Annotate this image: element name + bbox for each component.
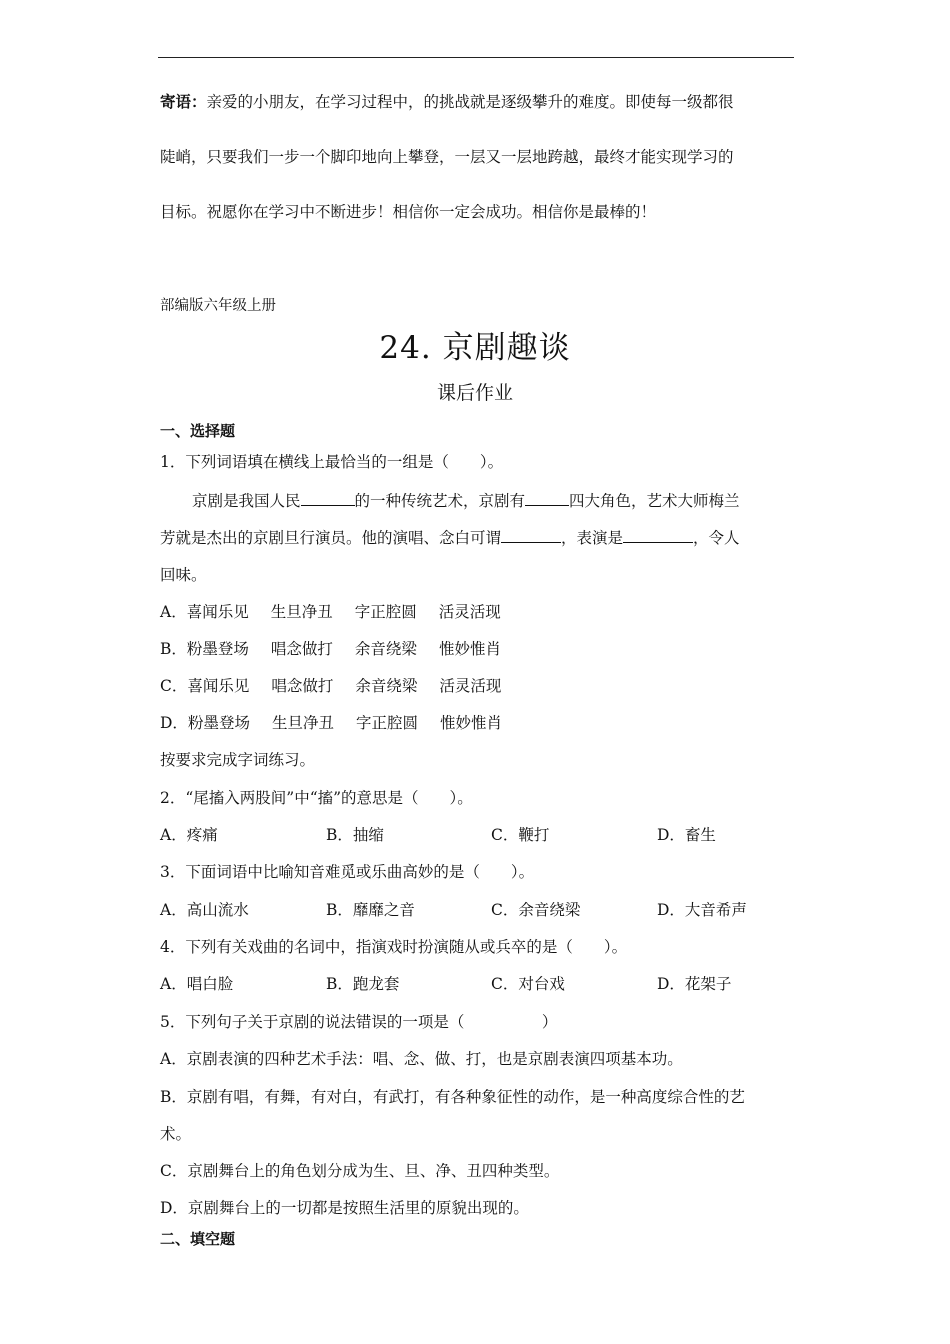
- q4-option-c[interactable]: C．对台戏: [491, 975, 565, 993]
- intro-line-3: 目标。祝愿你在学习中不断进步！相信你一定会成功。相信你是最棒的！: [160, 203, 657, 221]
- q2-stem: 2．“尾搐入两股间”中“搐”的意思是（ ）。: [160, 789, 473, 807]
- page-title: 24. 京剧趣谈: [379, 330, 571, 366]
- q5-stem: 5．下列句子关于京剧的说法错误的一项是（ ）: [160, 1013, 558, 1031]
- instruction: 按要求完成字词练习。: [160, 751, 316, 769]
- blank-2[interactable]: [525, 491, 569, 506]
- q1-option-c[interactable]: C．喜闻乐见 唱念做打 余音绕梁 活灵活现: [160, 677, 502, 695]
- page-subtitle: 课后作业: [436, 382, 513, 404]
- q4-option-b[interactable]: B．跑龙套: [326, 975, 400, 993]
- q1-passage-line-1: 京剧是我国人民 的一种传统艺术，京剧有 四大角色，艺术大师梅兰: [192, 492, 740, 510]
- intro-line-2: 陡峭，只要我们一步一个脚印地向上攀登，一层又一层地跨越，最终才能实现学习的: [160, 148, 734, 166]
- q2-option-b[interactable]: B．抽缩: [326, 826, 384, 844]
- q1-option-a[interactable]: A．喜闻乐见 生旦净丑 字正腔圆 活灵活现: [160, 603, 501, 621]
- q1-passage-line-3: 回味。: [160, 566, 207, 584]
- q1-stem: 1．下列词语填在横线上最恰当的一组是（ ）。: [160, 453, 504, 471]
- q3-option-c[interactable]: C．余音绕梁: [491, 901, 581, 919]
- grade-label: 部编版六年级上册: [160, 298, 276, 314]
- q3-option-b[interactable]: B．靡靡之音: [326, 901, 415, 919]
- blank-3[interactable]: [501, 528, 561, 543]
- q1-passage-line-2: 芳就是杰出的京剧旦行演员。他的演唱、念白可谓 ，表演是 ，令人: [160, 529, 740, 547]
- section-choice: 一、选择题: [160, 422, 236, 440]
- q4-stem: 4．下列有关戏曲的名词中，指演戏时扮演随从或兵卒的是（ ）。: [160, 938, 628, 956]
- q4-option-a[interactable]: A．唱白脸: [160, 975, 234, 993]
- q2-option-d[interactable]: D．畜生: [657, 826, 716, 844]
- q5-option-d[interactable]: D．京剧舞台上的一切都是按照生活里的原貌出现的。: [160, 1199, 529, 1217]
- q3-option-d[interactable]: D．大音希声: [657, 901, 747, 919]
- q1-option-b[interactable]: B．粉墨登场 唱念做打 余音绕梁 惟妙惟肖: [160, 640, 501, 658]
- q3-stem: 3．下面词语中比喻知音难觅或乐曲高妙的是（ ）。: [160, 863, 535, 881]
- blank-4[interactable]: [623, 528, 693, 543]
- header-rule: [158, 57, 794, 58]
- q1-option-d[interactable]: D．粉墨登场 生旦净丑 字正腔圆 惟妙惟肖: [160, 714, 502, 732]
- intro-label: 寄语：: [160, 93, 207, 111]
- q2-option-c[interactable]: C．鞭打: [491, 826, 550, 844]
- q5-option-b-cont: 术。: [160, 1125, 192, 1143]
- q5-option-b[interactable]: B．京剧有唱，有舞，有对白，有武打，有各种象征性的动作，是一种高度综合性的艺: [160, 1088, 745, 1106]
- q2-option-a[interactable]: A．疼痛: [160, 826, 218, 844]
- q3-option-a[interactable]: A．高山流水: [160, 901, 249, 919]
- intro-line-1: 寄语：亲爱的小朋友，在学习过程中，的挑战就是逐级攀升的难度。即使每一级都很: [160, 93, 734, 111]
- q4-option-d[interactable]: D．花架子: [657, 975, 732, 993]
- q5-option-c[interactable]: C．京剧舞台上的角色划分成为生、旦、净、丑四种类型。: [160, 1162, 560, 1180]
- blank-1[interactable]: [301, 491, 355, 506]
- q5-option-a[interactable]: A．京剧表演的四种艺术手法：唱、念、做、打，也是京剧表演四项基本功。: [160, 1050, 683, 1068]
- section-fill: 二、填空题: [160, 1230, 236, 1248]
